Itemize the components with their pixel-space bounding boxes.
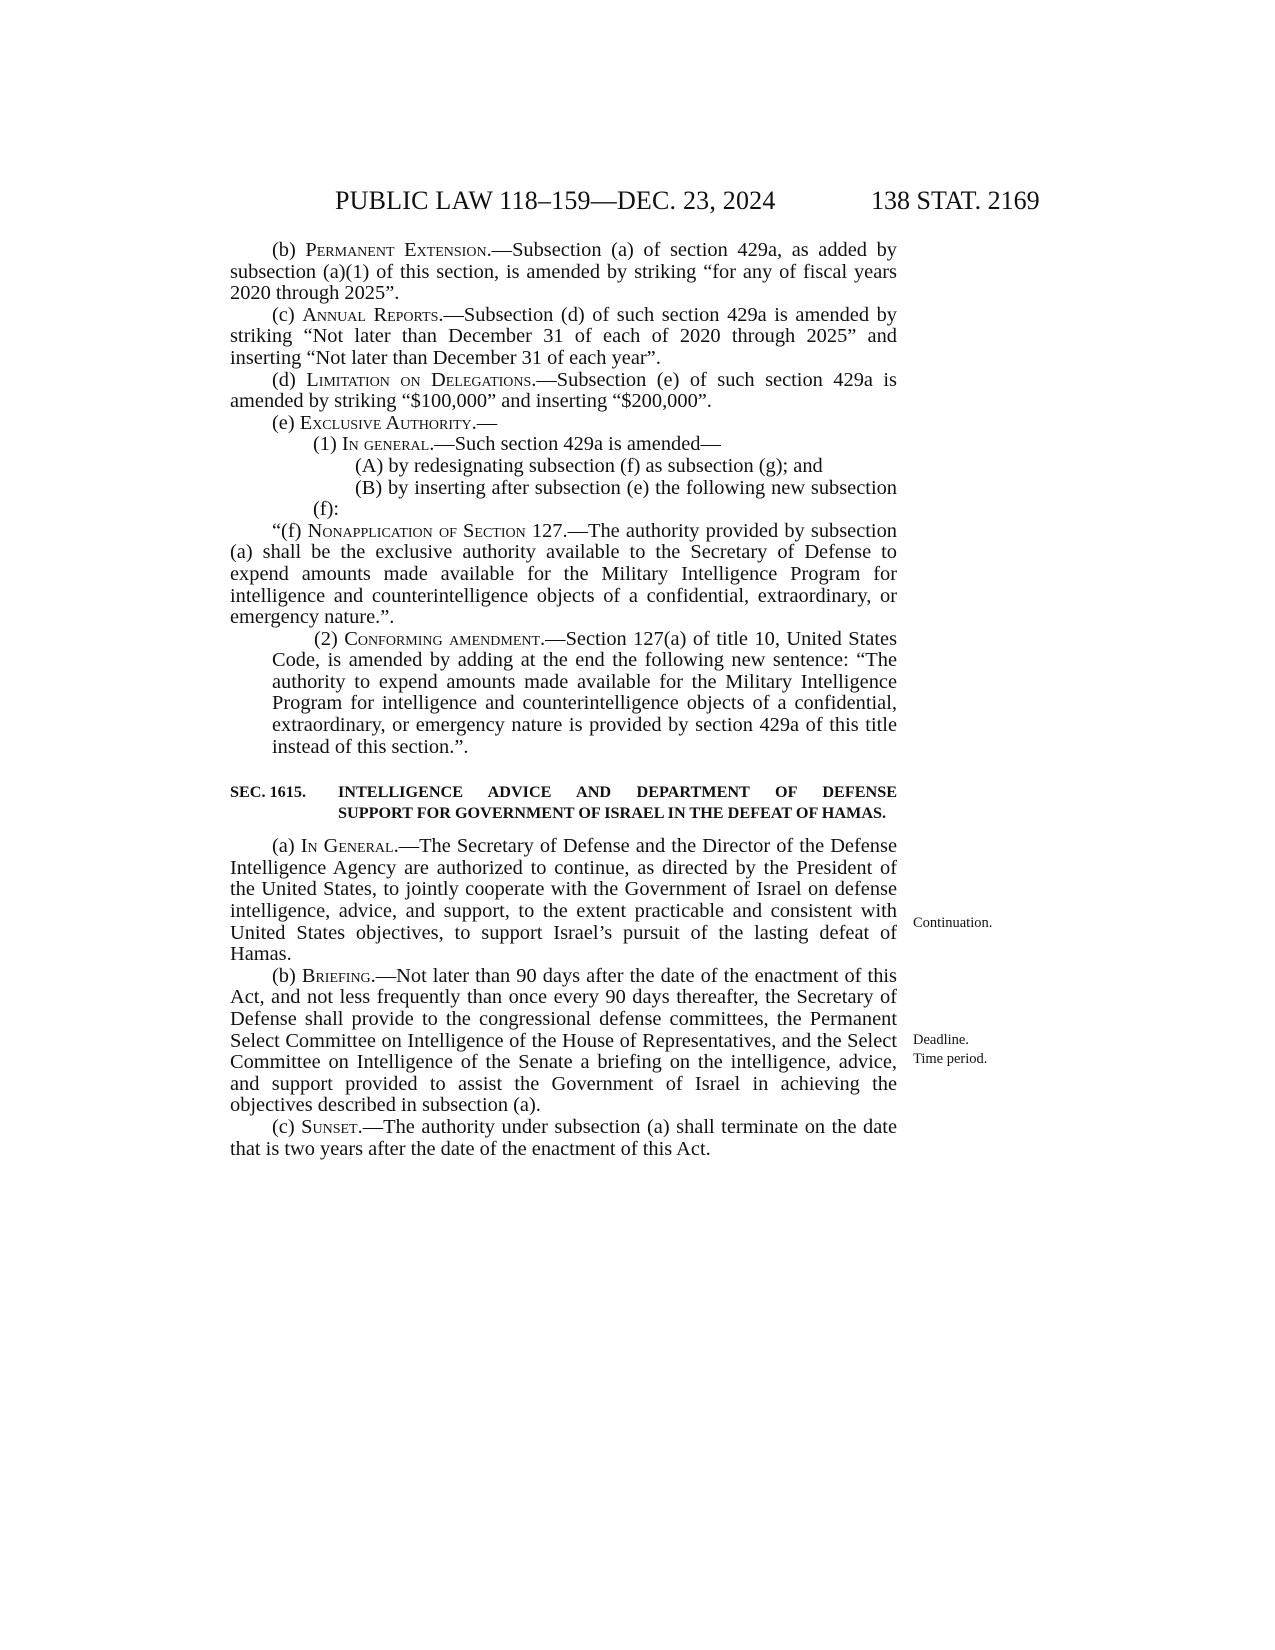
paragraph-text: —Section 127(a) of title 10, United States Code, is amended by adding at the end the following new sentence: “The authority to expend amounts made available for the Military Intelligence Program for intelligence and counterintelligence objects of a confidential, extraordinary, or emergency nature is provided by section 429a of this title instead of this section.”. (272, 627, 898, 758)
paragraph-label: (2) (314, 627, 345, 650)
paragraph-text: —The authority under subsection (a) shall terminate on the date that is two years after the date of the enactment of this Act. (230, 1115, 897, 1160)
paragraph-e1-in-general (230, 434, 897, 456)
paragraph-label: (d) (272, 368, 307, 391)
running-head-title: PUBLIC LAW 118–159—DEC. 23, 2024 (335, 186, 776, 215)
paragraph-e-exclusive-authority (230, 413, 897, 435)
paragraph-heading: Annual Reports. (302, 303, 444, 326)
paragraph-text: —Not later than 90 days after the date of the enactment of this Act, and not less frequently than once every 90 days thereafter, the Secretary of Defense shall provide to the congressional defense committees, the Permanent Select Committee on Intelligence of the House of Representatives, and the Select Committee on Intelligence of the Senate a briefing on the intelligence, advice, and support provided to assist the Government of Israel in achieving the objectives described in subsection (a). (230, 964, 897, 1117)
paragraph-text: —The authority provided by subsection (a) shall be the exclusive authority available to the Secretary of Defense to expend amounts made available for the Military Intelligence Program for intelligence and counterintelligence objects of a confidential, extraordinary, or emergency nature.”. (230, 519, 897, 629)
section-1615-a-in-general (230, 836, 897, 966)
paragraph-text: —Subsection (d) of such section 429a is amended by striking “Not later than December 31 of each of 2020 through 2025” and inserting “Not later than December 31 of each year”. (230, 303, 897, 369)
section-1615-heading (230, 782, 897, 824)
subparagraph-A (230, 456, 897, 478)
paragraph-e2-conforming-amendment (230, 629, 897, 759)
paragraph-text: (B) by inserting after subsection (e) the following new subsection (f): (313, 476, 897, 521)
paragraph-heading: Conforming amendment. (344, 627, 546, 650)
running-head-page-number: 138 STAT. 2169 (871, 186, 1040, 215)
section-1615-c-sunset (230, 1117, 897, 1160)
paragraph-label: (b) (272, 239, 306, 261)
paragraph-label: (e) (272, 411, 300, 434)
paragraph-label: (c) (272, 303, 303, 326)
paragraph-text: — (476, 411, 498, 434)
paragraph-heading: Permanent Extension. (305, 239, 492, 261)
paragraph-text: —Such section 429a is amended— (434, 433, 721, 456)
margin-note-time-period: Time period. (913, 1051, 988, 1067)
section-1615-b-briefing (230, 966, 897, 1117)
paragraph-heading: Exclusive Authority. (299, 411, 477, 434)
margin-note-continuation: Continuation. (913, 915, 993, 931)
section-title-rest: SUPPORT FOR GOVERNMENT OF ISRAEL IN THE DEFEAT OF HAMAS. (338, 804, 887, 823)
paragraph-text: —Subsection (e) of such section 429a is amended by striking “$100,000” and inserting “$200,000”. (230, 368, 897, 413)
paragraph-label: “(f) (272, 519, 308, 542)
margin-note-deadline: Deadline. (913, 1032, 969, 1048)
paragraph-text: —Subsection (a) of section 429a, as added by subsection (a)(1) of this section, is amended by striking “for any of fiscal years 2020 through 2025”. (230, 239, 898, 305)
paragraph-heading: In general. (341, 433, 435, 456)
subparagraph-B (230, 478, 897, 521)
paragraph-label: (1) (313, 433, 342, 456)
paragraph-label: (c) (272, 1115, 302, 1138)
paragraph-d-limitation-on-delegations (230, 370, 897, 413)
paragraph-heading: Limitation on Delegations. (306, 368, 537, 391)
quoted-subsection-f (230, 521, 897, 629)
paragraph-label: (a) (272, 835, 301, 858)
paragraph-heading: In General. (300, 835, 399, 858)
paragraph-heading: Nonapplication of Section 127. (307, 519, 568, 542)
paragraph-heading: Briefing. (301, 964, 376, 987)
paragraph-text: (A) by redesignating subsection (f) as subsection (g); and (355, 454, 823, 477)
paragraph-c-annual-reports (230, 305, 897, 370)
section-number: SEC. 1615. (230, 783, 307, 802)
paragraph-heading: Sunset. (301, 1115, 363, 1138)
body-text (230, 240, 897, 1160)
section-title-line-1: INTELLIGENCE ADVICE AND DEPARTMENT OF DEFENSE (338, 783, 897, 802)
paragraph-label: (b) (272, 964, 302, 987)
paragraph-b-permanent-extension (230, 240, 897, 305)
paragraph-text: —The Secretary of Defense and the Director of the Defense Intelligence Agency are authorized to continue, as directed by the President of the United States, to jointly cooperate with the Government of Israel on defense intelligence, advice, and support, to the extent practicable and consistent with United States objectives, to support Israel’s pursuit of the lasting defeat of Hamas. (230, 835, 897, 966)
